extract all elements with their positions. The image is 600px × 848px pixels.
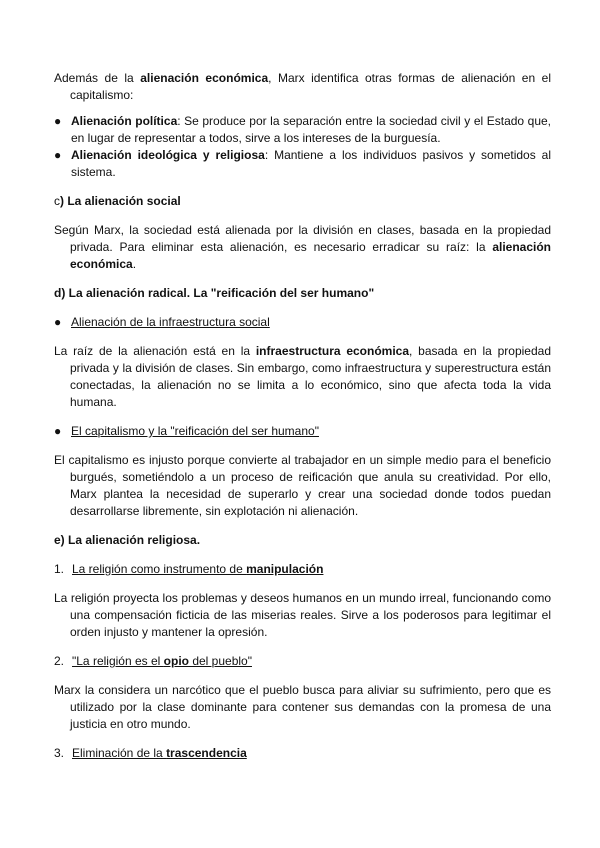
- item-title-bold: opio: [163, 654, 189, 668]
- bullet-dot-icon: ●: [54, 114, 62, 128]
- section-d-subheading-1: [54, 314, 551, 331]
- bullet-dot-icon: ●: [54, 148, 62, 162]
- section-c-text-1: Según Marx, la sociedad está alienada por la división en clases, basada en la propiedad privada. Para eliminar esta alienación, es necesario erradicar su raíz: la: [54, 223, 551, 254]
- item-title: [72, 562, 323, 576]
- bullet-term: Alienación política: [71, 114, 178, 128]
- intro-text-1: Además de la: [54, 71, 141, 85]
- section-d-heading: d) La alienación radical. La "reificación del ser humano": [54, 286, 375, 300]
- section-d-subheading-2: [54, 423, 551, 440]
- section-c-text-2: .: [132, 257, 137, 271]
- bullet-item-ideological: [54, 147, 551, 181]
- section-d-text-1: La raíz de la alienación está en la: [54, 344, 256, 358]
- section-c-prefix: c: [54, 194, 60, 208]
- section-c-heading: [54, 193, 551, 210]
- section-e-paragraph-2: Marx la considera un narcótico que el pueblo busca para aliviar su sufrimiento, pero que es utilizado por la clase dominante para contener sus demandas con la promesa de una justicia en otro mundo.: [54, 683, 551, 731]
- section-d-text-2: , basada en la propiedad privada y la división de clases. Sin embargo, como infraestructura y superestructura están conectadas, la alienación no se limita a lo económico, sino que afecta toda la vida humana.: [70, 344, 551, 409]
- intro-text-2: , Marx identifica otras formas de alienación en el capitalismo:: [70, 71, 551, 102]
- bullet-term: Alienación ideológica y religiosa: [71, 148, 265, 162]
- item-number: 3.: [54, 746, 65, 760]
- section-e-heading: e) La alienación religiosa.: [54, 533, 201, 547]
- bullet-dot-icon: ●: [54, 315, 62, 329]
- subheading-text: El capitalismo y la "reificación del ser humano": [71, 424, 319, 438]
- section-e-item-2: [54, 653, 551, 670]
- item-title: [72, 654, 252, 668]
- section-d-paragraph-1: [54, 343, 551, 411]
- section-e-item-3: [54, 745, 551, 762]
- item-number: 1.: [54, 562, 65, 576]
- item-title-bold: manipulación: [246, 562, 324, 576]
- item-title-tail: del pueblo": [188, 654, 252, 668]
- section-c-bold-term: alienación económica: [70, 240, 551, 271]
- item-title: [72, 746, 247, 760]
- intro-paragraph: [54, 70, 551, 104]
- item-title-text: La religión como instrumento de: [72, 562, 247, 576]
- bullet-text: : Se produce por la separación entre la sociedad civil y el Estado que, en lugar de representar a todos, sirve a los intereses de la burguesía.: [71, 114, 551, 145]
- item-title-bold: trascendencia: [166, 746, 247, 760]
- item-number: 2.: [54, 654, 65, 668]
- section-e-item-1: [54, 561, 551, 578]
- section-c-paragraph: [54, 222, 551, 273]
- section-d-bold-term: infraestructura económica: [255, 344, 410, 358]
- section-e-paragraph-1: La religión proyecta los problemas y deseos humanos en un mundo irreal, funcionando como una compensación ficticia de las miserias reales. Sirve a los poderosos para legitimar el orden injusto y mantener la opresión.: [54, 591, 551, 639]
- bullet-dot-icon: ●: [54, 424, 62, 438]
- item-title-text: "La religión es el: [72, 654, 164, 668]
- section-d-paragraph-2: El capitalismo es injusto porque convierte al trabajador en un simple medio para el beneficio burgués, sometiéndolo a un proceso de reificación que anula su creatividad. Por ello, Marx plantea la necesidad de superarlo y crear una sociedad donde todos puedan desarrollarse libremente, sin explotación ni alienación.: [54, 453, 551, 518]
- bullet-text: : Mantiene a los individuos pasivos y sometidos al sistema.: [71, 148, 551, 179]
- section-c-title: ) La alienación social: [60, 194, 181, 208]
- subheading-text: Alienación de la infraestructura social: [71, 315, 270, 329]
- bullet-item-political: [54, 113, 551, 147]
- intro-bold-term: alienación económica: [140, 71, 269, 85]
- item-title-text: Eliminación de la: [72, 746, 167, 760]
